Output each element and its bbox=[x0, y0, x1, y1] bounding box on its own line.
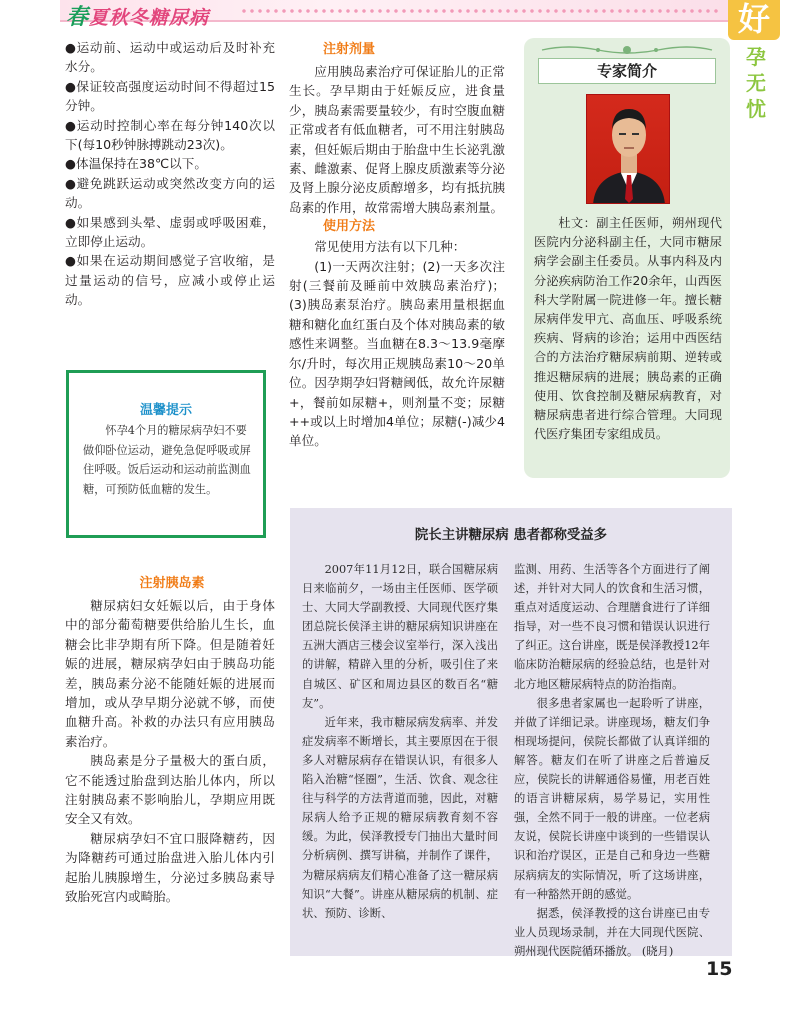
bullet-item: ●保证较高强度运动时间不得超过15分钟。 bbox=[65, 78, 275, 114]
news-article-box bbox=[290, 508, 732, 956]
news-paragraph: 近年来，我市糖尿病发病率、并发症发病率不断增长，其主要原因在于很多人对糖尿病存在错误认识，有很多人陷入治糖“怪圈”，生活、饮食、观念往往与科学的方法背道而驰，因此，对糖尿病人给予正规的糖尿病教育刻不容缓。为此，侯泽教授专门抽出大量时间分析病例、撰写讲稿，并制作了课件，为糖尿病病友们精心准备了这一糖尿病知识“大餐”。讲座从糖尿病的机制、症状、预防、诊断、 bbox=[302, 715, 498, 920]
header-dot-pattern bbox=[240, 8, 720, 14]
page-number: 15 bbox=[706, 958, 733, 980]
news-paragraph: 很多患者家属也一起聆听了讲座，并做了详细记录。讲座现场，糖友们争相现场提问，侯院长都做了认真详细的解答。糖友们在听了讲座之后普遍反应，侯院长的讲解通俗易懂，用老百姓的语言讲糖尿病，易学易记，实用性强，全然不同于一般的讲座。一位老病友说，侯院长讲座中谈到的一些错误认识和治疗误区，正是自己和身边一些糖尿病病友的实际情况，听了这场讲座，有一种豁然开朗的感觉。 bbox=[514, 696, 710, 901]
expert-bio: 杜文：副主任医师，朔州现代医院内分泌科副主任，大同市糖尿病学会副主任委员。从事内科及内分泌疾病防治工作20余年，山西医科大学附属一院进修一年。擅长糖尿病伴发甲亢、高血压、呼吸系统疾病、肾病的诊治；运用中西医结合的方法治疗糖尿病前期、逆转或推迟糖尿病的进展；胰岛素的正确使用、饮食控制及糖尿病教育，对糖尿病患者进行综合管理。大同现代医疗集团专家组成员。 bbox=[534, 216, 722, 442]
method-heading: 使用方法 bbox=[323, 219, 376, 235]
expert-portrait-photo bbox=[586, 94, 670, 204]
bullet-item: ●如果感到头晕、虚弱或呼吸困难，立即停止运动。 bbox=[65, 214, 275, 250]
news-column-right bbox=[514, 560, 710, 961]
section-brand-subtitle: 孕无忧 bbox=[746, 45, 766, 121]
paragraph: 糖尿病妇女妊娠以后，由于身体中的部分葡萄糖要供给胎儿生长，血糖会比非孕期有所下降。但是随着妊娠的进展，糖尿病孕妇由于胰岛功能差，胰岛素分泌不能随妊娠的进展而增加，或从孕早期分泌就不够，而使血糖升高。补救的办法只有应用胰岛素治疗。 bbox=[65, 598, 275, 749]
expert-title: 专家简介 bbox=[538, 58, 716, 84]
dose-paragraph: 应用胰岛素治疗可保证胎儿的正常生长。孕早期由于妊娠反应，进食量少，胰岛素需要量较少，有时空腹血糖正常或者有低血糖者，可不用注射胰岛素，但妊娠后期由于胎盘中生长泌乳激素、雌激素、促肾上腺皮质激素等分泌及肾上腺分泌皮质醇增多，均有抵抗胰岛素的作用，故常需增大胰岛素剂量。 bbox=[289, 64, 505, 215]
bullet-item: ●体温保持在38℃以下。 bbox=[65, 156, 207, 172]
warm-tip-body: 怀孕4个月的糖尿病孕妇不要做仰卧位运动，避免急促呼吸或屏住呼吸。饭后运动和运动前监测血糖，可预防低血糖的发生。 bbox=[83, 424, 251, 496]
dose-heading: 注射剂量 bbox=[323, 42, 376, 57]
news-headline: 院长主讲糖尿病 患者都称受益多 bbox=[414, 528, 608, 543]
expert-profile-panel bbox=[524, 38, 730, 478]
warm-tip-title: 温馨提示 bbox=[139, 403, 192, 418]
method-paragraph: (1)一天两次注射；(2)一天多次注射(三餐前及睡前中效胰岛素治疗)；(3)胰岛素泵治疗。胰岛素用量根据血糖和糖化血红蛋白及个体对胰岛素的敏感性来调整。当血糖在8.3～13.9毫摩尔/升时，每次用正规胰岛素10～20单位。因孕期孕妇肾糖阈低，故允许尿糖+，餐前如尿糖+，则剂量不变；尿糖++或以上时增加4单位；尿糖(-)减少4单位。 bbox=[289, 258, 505, 449]
warm-tip-box bbox=[66, 370, 266, 538]
method-intro: 常见使用方法有以下几种： bbox=[314, 239, 466, 255]
insulin-section-body bbox=[65, 596, 275, 907]
dosage-column bbox=[289, 40, 505, 451]
news-paragraph: 据悉，侯泽教授的这台讲座已由专业人员现场录制，并在大同现代医院、朔州现代医院循环播放。 (晓月) bbox=[514, 906, 710, 958]
news-column-left bbox=[302, 560, 498, 923]
bullet-item: ●运动时控制心率在每分钟140次以下(每10秒钟脉搏跳动23次)。 bbox=[65, 117, 275, 153]
floral-ornament-icon bbox=[538, 44, 716, 56]
news-paragraph: 监测、用药、生活等各个方面进行了阐述，并针对大同人的饮食和生活习惯，重点对适度运动、合理膳食进行了详细指导，对一些不良习惯和错误认识进行了纠正。这台讲座，既是侯泽教授12年临床防治糖尿病的经验总结，也是针对北方地区糖尿病特点的防治指南。 bbox=[514, 563, 710, 691]
bullet-item: ●避免跳跃运动或突然改变方向的运动。 bbox=[65, 175, 275, 211]
bullet-item: ●如果在运动期间感觉子宫收缩，是过量运动的信号，应减小或停止运动。 bbox=[65, 253, 275, 308]
bullet-item: ●运动前、运动中或运动后及时补充水分。 bbox=[65, 40, 275, 75]
section-brand-badge: 好 bbox=[728, 0, 780, 40]
insulin-section-heading: 注射胰岛素 bbox=[139, 576, 205, 591]
running-header-title: 春夏秋冬糖尿病 bbox=[66, 4, 210, 30]
news-paragraph: 2007年11月12日，联合国糖尿病日来临前夕，一场由主任医师、医学硕士、大同大学副教授、大同现代医疗集团总院长侯泽主讲的糖尿病知识讲座在五洲大酒店三楼会议室举行，深入浅出的讲解，精辟入里的分析，吸引住了来自城区、矿区和周边县区的数百名“糖友”。 bbox=[302, 563, 498, 710]
paragraph: 糖尿病孕妇不宜口服降糖药，因为降糖药可通过胎盘进入胎儿体内引起胎儿胰腺增生，分泌过多胰岛素导致胎死宫内或畸胎。 bbox=[65, 830, 275, 905]
exercise-bullet-list bbox=[65, 38, 275, 310]
paragraph: 胰岛素是分子量极大的蛋白质，它不能透过胎盘到达胎儿体内，所以注射胰岛素不影响胎儿，孕期应用既安全又有效。 bbox=[65, 753, 275, 827]
